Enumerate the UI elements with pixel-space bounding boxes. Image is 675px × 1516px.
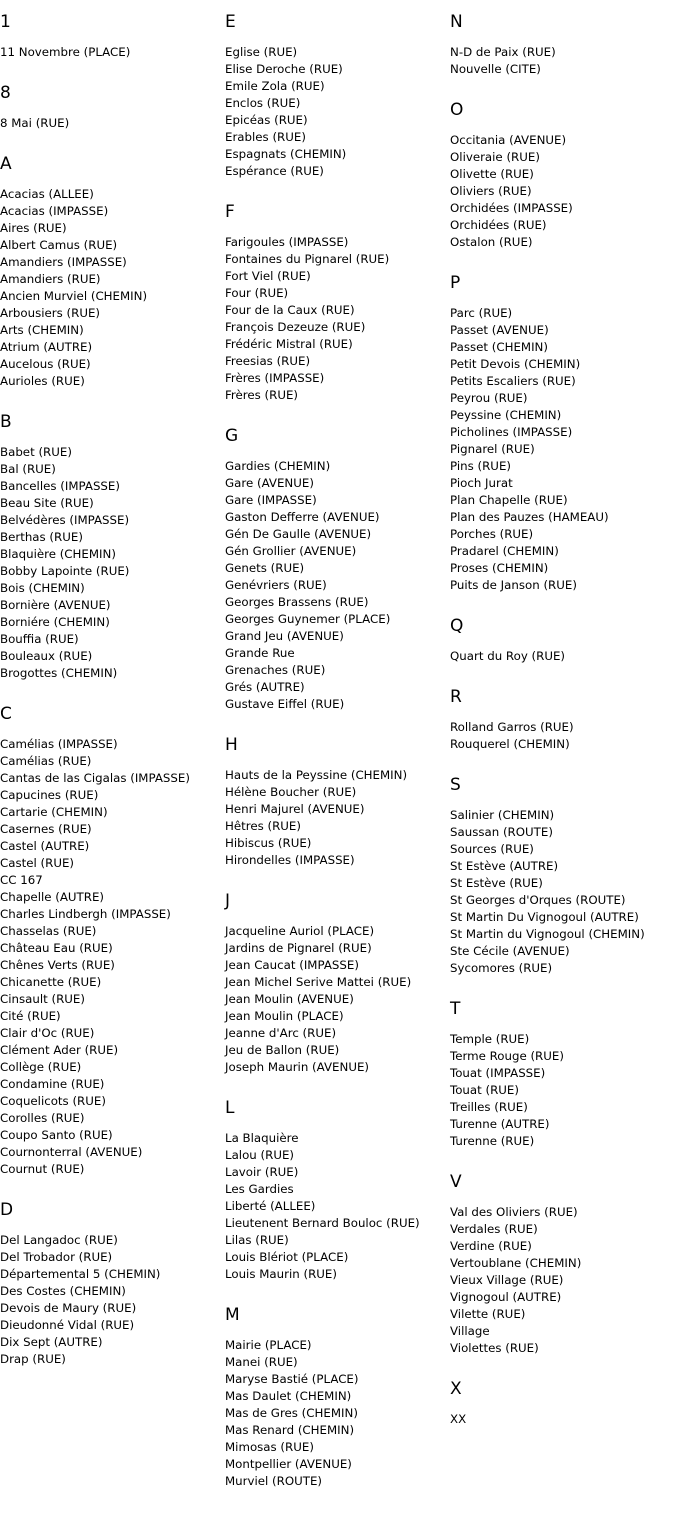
street-name-item: Gardies (CHEMIN) [225,459,331,473]
section-letter-heading: C [0,704,12,724]
letter-section [450,1172,675,1357]
street-name-item: Les Gardies [225,1182,294,1196]
street-list [0,186,222,390]
street-name-item: Hauts de la Peyssine (CHEMIN) [225,768,408,782]
street-name-item: Albert Camus (RUE) [0,238,118,252]
street-name-item: CC 167 [0,873,43,887]
street-name-item: Petit Devois (CHEMIN) [450,357,581,371]
street-name-item: Gén De Gaulle (AVENUE) [225,527,372,541]
street-name-item: Vilette (RUE) [450,1307,526,1321]
letter-section [450,616,675,665]
street-name-item: Mairie (PLACE) [225,1338,312,1352]
street-name-item: Nouvelle (CITE) [450,62,541,76]
street-name-item: Départemental 5 (CHEMIN) [0,1267,161,1281]
letter-section [450,12,675,78]
street-name-item: Collège (RUE) [0,1060,82,1074]
street-name-item: Clair d'Oc (RUE) [0,1026,95,1040]
section-letter-heading: J [225,891,231,911]
street-name-item: Chênes Verts (RUE) [0,958,115,972]
letter-section [450,999,675,1150]
street-name-item: Amandiers (RUE) [0,272,101,286]
street-index-column-3 [450,12,675,1450]
street-name-item: Genets (RUE) [225,561,305,575]
street-name-item: Arts (CHEMIN) [0,323,84,337]
street-name-item: Dix Sept (AUTRE) [0,1335,103,1349]
street-name-item: Val des Oliviers (RUE) [450,1205,578,1219]
street-name-item: Bouffia (RUE) [0,632,79,646]
section-letter-heading: A [0,154,12,174]
street-name-item: Hêtres (RUE) [225,819,301,833]
street-list [0,115,222,132]
street-name-item: Gaston Defferre (AVENUE) [225,510,380,524]
street-list [225,1337,447,1490]
street-name-item: Brogottes (CHEMIN) [0,666,118,680]
street-name-item: Jeu de Ballon (RUE) [225,1043,340,1057]
section-letter-heading: 8 [0,83,11,103]
street-name-item: Jean Moulin (AVENUE) [225,992,354,1006]
street-name-item: Grés (AUTRE) [225,680,305,694]
street-name-item: Espagnats (CHEMIN) [225,147,347,161]
street-list [225,1130,447,1283]
street-name-item: Turenne (RUE) [450,1134,535,1148]
letter-section [0,412,222,682]
street-name-item: Vertoublane (CHEMIN) [450,1256,582,1270]
street-list [225,767,447,869]
street-name-item: Castel (AUTRE) [0,839,90,853]
street-name-item: Montpellier (AVENUE) [225,1457,352,1471]
street-name-item: Puits de Janson (RUE) [450,578,577,592]
street-name-item: Pradarel (CHEMIN) [450,544,559,558]
section-letter-heading: V [450,1172,462,1192]
street-name-item: Jean Moulin (PLACE) [225,1009,344,1023]
letter-section [225,735,447,869]
street-name-item: Frères (IMPASSE) [225,371,325,385]
street-list [0,444,222,682]
street-list [450,648,675,665]
street-name-item: Acacias (ALLEE) [0,187,94,201]
street-name-item: Aurioles (RUE) [0,374,85,388]
street-name-item: Chicanette (RUE) [0,975,102,989]
street-name-item: Salinier (CHEMIN) [450,808,555,822]
street-name-item: 11 Novembre (PLACE) [0,45,131,59]
street-name-item: Enclos (RUE) [225,96,301,110]
street-name-item: Capucines (RUE) [0,788,99,802]
letter-section [450,273,675,594]
street-list [0,1232,222,1368]
street-name-item: Sycomores (RUE) [450,961,553,975]
letter-section [225,1098,447,1283]
letter-section [225,12,447,180]
street-name-item: St Martin Du Vignogoul (AUTRE) [450,910,639,924]
letter-section [450,687,675,753]
street-name-item: Vignogoul (AUTRE) [450,1290,562,1304]
street-name-item: Camélias (RUE) [0,754,92,768]
street-name-item: XX [450,1412,467,1426]
street-name-item: Château Eau (RUE) [0,941,113,955]
street-name-item: Verdine (RUE) [450,1239,532,1253]
section-letter-heading: N [450,12,463,32]
street-name-item: Belvédères (IMPASSE) [0,513,130,527]
section-letter-heading: B [0,412,12,432]
street-name-item: Lavoir (RUE) [225,1165,299,1179]
street-name-item: Bobby Lapointe (RUE) [0,564,130,578]
street-name-item: Atrium (AUTRE) [0,340,93,354]
section-letter-heading: T [450,999,461,1019]
street-name-item: Gustave Eiffel (RUE) [225,697,345,711]
street-name-item: Bornière (AVENUE) [0,598,111,612]
street-name-item: Cinsault (RUE) [0,992,85,1006]
street-name-item: Passet (AVENUE) [450,323,549,337]
street-list [0,44,222,61]
street-name-item: Orchidées (RUE) [450,218,547,232]
street-name-item: Devois de Maury (RUE) [0,1301,137,1315]
letter-section [225,891,447,1076]
street-name-item: Turenne (AUTRE) [450,1117,550,1131]
letter-section [0,1200,222,1368]
street-index-column-1 [0,12,222,1390]
street-list [225,923,447,1076]
street-name-item: Casernes (RUE) [0,822,92,836]
street-name-item: Aires (RUE) [0,221,67,235]
street-name-item: Lalou (RUE) [225,1148,295,1162]
street-name-item: Georges Brassens (RUE) [225,595,369,609]
street-name-item: Hirondelles (IMPASSE) [225,853,355,867]
street-name-item: Del Langadoc (RUE) [0,1233,118,1247]
street-name-item: Frères (RUE) [225,388,299,402]
street-name-item: Erables (RUE) [225,130,306,144]
street-name-item: Georges Guynemer (PLACE) [225,612,391,626]
street-name-item: Genévriers (RUE) [225,578,327,592]
street-name-item: Camélias (IMPASSE) [0,737,118,751]
street-list [0,736,222,1178]
street-name-item: Gén Grollier (AVENUE) [225,544,357,558]
street-name-item: Peyrou (RUE) [450,391,528,405]
street-name-item: La Blaquière [225,1131,299,1145]
street-list [450,305,675,594]
street-name-item: Grande Rue [225,646,295,660]
street-name-item: Ste Cécile (AVENUE) [450,944,570,958]
letter-section [225,426,447,713]
street-name-item: Touat (RUE) [450,1083,519,1097]
street-name-item: Terme Rouge (RUE) [450,1049,564,1063]
street-name-item: Rouquerel (CHEMIN) [450,737,570,751]
street-name-item: Oliviers (RUE) [450,184,532,198]
letter-section [225,202,447,404]
street-name-item: Grenaches (RUE) [225,663,326,677]
street-name-item: Bouleaux (RUE) [0,649,93,663]
street-name-item: Frédéric Mistral (RUE) [225,337,353,351]
street-name-item: Eglise (RUE) [225,45,298,59]
street-name-item: Temple (RUE) [450,1032,530,1046]
street-name-item: Passet (CHEMIN) [450,340,548,354]
street-name-item: Chapelle (AUTRE) [0,890,105,904]
street-name-item: Beau Site (RUE) [0,496,94,510]
section-letter-heading: O [450,100,464,120]
section-letter-heading: G [225,426,239,446]
letter-section [0,154,222,390]
street-name-item: Jeanne d'Arc (RUE) [225,1026,337,1040]
section-letter-heading: M [225,1305,240,1325]
street-name-item: Orchidées (IMPASSE) [450,201,573,215]
street-name-item: Picholines (IMPASSE) [450,425,573,439]
street-name-item: Pioch Jurat [450,476,513,490]
street-name-item: Condamine (RUE) [0,1077,105,1091]
street-name-item: Violettes (RUE) [450,1341,539,1355]
street-name-item: Murviel (ROUTE) [225,1474,323,1488]
street-name-item: N-D de Paix (RUE) [450,45,556,59]
street-name-item: Coupo Santo (RUE) [0,1128,113,1142]
street-list [450,1031,675,1150]
street-name-item: Manei (RUE) [225,1355,298,1369]
street-name-item: Corolles (RUE) [0,1111,85,1125]
street-name-item: Oliveraie (RUE) [450,150,540,164]
street-list [450,1411,675,1428]
street-name-item: 8 Mai (RUE) [0,116,70,130]
street-name-item: Blaquière (CHEMIN) [0,547,116,561]
street-index-column-2 [225,12,447,1512]
street-name-item: Epicéas (RUE) [225,113,308,127]
letter-section [450,775,675,977]
street-name-item: Dieudonné Vidal (RUE) [0,1318,135,1332]
street-name-item: Fort Viel (RUE) [225,269,311,283]
street-name-item: Farigoules (IMPASSE) [225,235,349,249]
street-name-item: Treilles (RUE) [450,1100,528,1114]
street-name-item: Jacqueline Auriol (PLACE) [225,924,375,938]
street-name-item: St Martin du Vignogoul (CHEMIN) [450,927,645,941]
section-letter-heading: Q [450,616,464,636]
street-name-item: Lilas (RUE) [225,1233,289,1247]
section-letter-heading: L [225,1098,235,1118]
street-name-item: Cantas de las Cigalas (IMPASSE) [0,771,190,785]
street-name-item: Clément Ader (RUE) [0,1043,119,1057]
section-letter-heading: D [0,1200,14,1220]
street-name-item: St Georges d'Orques (ROUTE) [450,893,626,907]
street-name-item: Castel (RUE) [0,856,75,870]
street-name-item: Lieutenent Bernard Bouloc (RUE) [225,1216,420,1230]
street-name-item: Four de la Caux (RUE) [225,303,355,317]
street-list [225,458,447,713]
street-name-item: Occitania (AVENUE) [450,133,567,147]
street-name-item: St Estève (RUE) [450,876,543,890]
street-name-item: Verdales (RUE) [450,1222,538,1236]
street-name-item: Mas Daulet (CHEMIN) [225,1389,352,1403]
letter-section [0,12,222,61]
street-name-item: Parc (RUE) [450,306,513,320]
section-letter-heading: X [450,1379,462,1399]
street-name-item: Babet (RUE) [0,445,72,459]
street-name-item: Rolland Garros (RUE) [450,720,574,734]
street-name-item: Plan des Pauzes (HAMEAU) [450,510,609,524]
section-letter-heading: H [225,735,238,755]
street-name-item: Four (RUE) [225,286,289,300]
street-name-item: Elise Deroche (RUE) [225,62,343,76]
street-name-item: Mas Renard (CHEMIN) [225,1423,355,1437]
street-name-item: Olivette (RUE) [450,167,534,181]
street-name-item: Des Costes (CHEMIN) [0,1284,126,1298]
street-name-item: Touat (IMPASSE) [450,1066,546,1080]
street-name-item: Jean Michel Serive Mattei (RUE) [225,975,412,989]
street-name-item: Emile Zola (RUE) [225,79,325,93]
street-name-item: Jean Caucat (IMPASSE) [225,958,359,972]
street-name-item: Mas de Gres (CHEMIN) [225,1406,358,1420]
street-name-item: Amandiers (IMPASSE) [0,255,127,269]
section-letter-heading: P [450,273,461,293]
street-list [450,807,675,977]
street-name-item: Coquelicots (RUE) [0,1094,106,1108]
section-letter-heading: 1 [0,12,11,32]
street-list [225,44,447,180]
street-name-item: Peyssine (CHEMIN) [450,408,562,422]
street-name-item: Gare (IMPASSE) [225,493,317,507]
street-name-item: Plan Chapelle (RUE) [450,493,568,507]
street-name-item: Gare (AVENUE) [225,476,314,490]
street-name-item: Joseph Maurin (AVENUE) [225,1060,370,1074]
street-name-item: Acacias (IMPASSE) [0,204,109,218]
street-list [450,132,675,251]
street-name-item: Village [450,1324,490,1338]
street-name-item: Grand Jeu (AVENUE) [225,629,344,643]
street-name-item: Berthas (RUE) [0,530,83,544]
letter-section [0,83,222,132]
street-name-item: Cartarie (CHEMIN) [0,805,108,819]
street-list [450,44,675,78]
street-name-item: Pins (RUE) [450,459,511,473]
street-name-item: Quart du Roy (RUE) [450,649,566,663]
letter-section [450,100,675,251]
street-name-item: Charles Lindbergh (IMPASSE) [0,907,171,921]
street-name-item: Bancelles (IMPASSE) [0,479,120,493]
street-name-item: Freesias (RUE) [225,354,311,368]
street-name-item: Louis Blériot (PLACE) [225,1250,349,1264]
section-letter-heading: E [225,12,236,32]
letter-section [225,1305,447,1490]
street-list [225,234,447,404]
street-name-item: Bal (RUE) [0,462,56,476]
section-letter-heading: S [450,775,461,795]
street-list [450,1204,675,1357]
street-name-item: Drap (RUE) [0,1352,66,1366]
street-name-item: Saussan (ROUTE) [450,825,553,839]
street-name-item: Cournut (RUE) [0,1162,85,1176]
street-name-item: Proses (CHEMIN) [450,561,549,575]
street-name-item: Mimosas (RUE) [225,1440,314,1454]
street-name-item: Hibiscus (RUE) [225,836,312,850]
street-name-item: Liberté (ALLEE) [225,1199,316,1213]
street-name-item: Chasselas (RUE) [0,924,97,938]
street-name-item: Porches (RUE) [450,527,534,541]
section-letter-heading: R [450,687,462,707]
letter-section [450,1379,675,1428]
street-name-item: Henri Majurel (AVENUE) [225,802,365,816]
street-list [450,719,675,753]
street-name-item: Ancien Murviel (CHEMIN) [0,289,148,303]
street-name-item: François Dezeuze (RUE) [225,320,366,334]
street-name-item: Cournonterral (AVENUE) [0,1145,143,1159]
street-name-item: Jardins de Pignarel (RUE) [225,941,372,955]
street-name-item: Del Trobador (RUE) [0,1250,113,1264]
street-name-item: Petits Escaliers (RUE) [450,374,576,388]
street-name-item: Louis Maurin (RUE) [225,1267,337,1281]
street-name-item: Vieux Village (RUE) [450,1273,564,1287]
street-name-item: Fontaines du Pignarel (RUE) [225,252,390,266]
street-name-item: Cité (RUE) [0,1009,61,1023]
street-name-item: Pignarel (RUE) [450,442,535,456]
street-name-item: Hélène Boucher (RUE) [225,785,357,799]
street-name-item: Borniére (CHEMIN) [0,615,110,629]
street-name-item: Bois (CHEMIN) [0,581,85,595]
street-name-item: St Estève (AUTRE) [450,859,559,873]
street-name-item: Sources (RUE) [450,842,534,856]
street-name-item: Aucelous (RUE) [0,357,91,371]
street-name-item: Arbousiers (RUE) [0,306,101,320]
section-letter-heading: F [225,202,235,222]
street-name-item: Ostalon (RUE) [450,235,533,249]
street-name-item: Maryse Bastié (PLACE) [225,1372,359,1386]
letter-section [0,704,222,1178]
street-name-item: Espérance (RUE) [225,164,324,178]
